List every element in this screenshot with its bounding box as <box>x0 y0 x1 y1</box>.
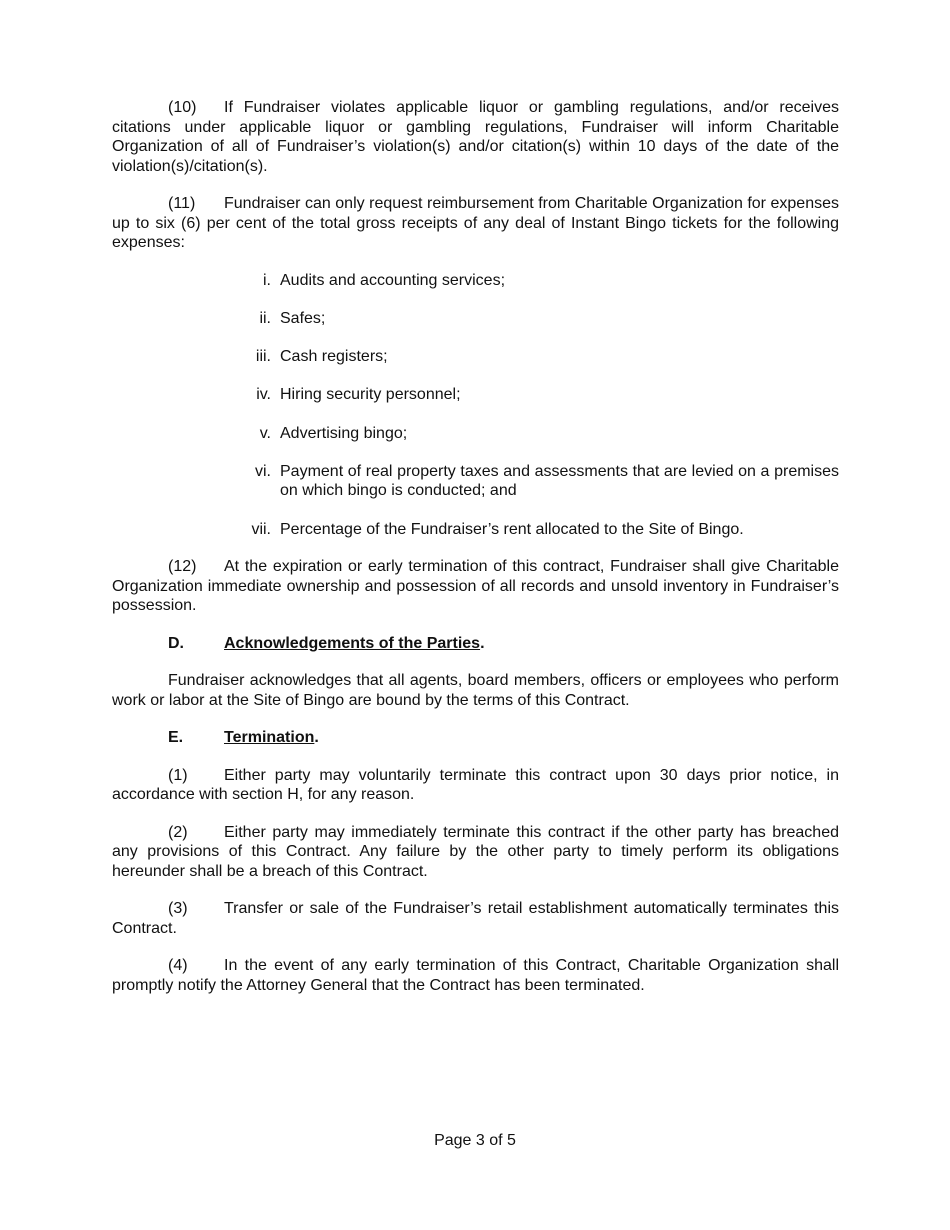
list-item-text: Percentage of the Fundraiser’s rent allocated to the Site of Bingo. <box>280 520 744 538</box>
section-e-heading <box>112 728 839 748</box>
list-marker: ii. <box>259 309 271 327</box>
section-title: Acknowledgements of the Parties <box>224 634 481 652</box>
list-marker: i. <box>263 271 271 289</box>
list-item-text: Advertising bingo; <box>280 424 408 442</box>
paragraph-text: Either party may voluntarily terminate this contract upon 30 days prior notice, in accordance with section H, for any reason. <box>112 766 839 804</box>
paragraph-text: Fundraiser can only request reimbursement from Charitable Organization for expenses up to six (6) per cent of the total gross receipts of any deal of Instant Bingo tickets for the following expenses: <box>112 195 839 251</box>
paragraph-10 <box>112 98 839 176</box>
paragraph-number: (3) <box>168 900 188 918</box>
paragraph-11 <box>112 194 839 253</box>
section-d-text: Fundraiser acknowledges that all agents, board members, officers or employees who perform work or labor at the Site of Bingo are bound by the terms of this Contract. <box>112 672 839 709</box>
paragraph-number: (12) <box>168 558 197 576</box>
list-item-text: Cash registers; <box>280 348 388 366</box>
paragraph-number: (2) <box>168 823 188 841</box>
section-title-period: . <box>314 729 319 747</box>
section-letter: E. <box>168 729 184 747</box>
paragraph-text: In the event of any early termination of this Contract, Charitable Organization shall promptly notify the Attorney General that the Contract has been terminated. <box>112 957 839 994</box>
page-number-footer: Page 3 of 5 <box>434 1132 516 1149</box>
section-title: Termination <box>224 729 315 747</box>
list-item <box>112 520 839 540</box>
paragraph-text: If Fundraiser violates applicable liquor or gambling regulations, and/or receives citations under applicable liquor or gambling regulations, Fundraiser will inform Charitable Organization of all of Fundraiser’s violation(s) and/or citation(s) within 10 days of the date of the violation(s)/citation(s). <box>112 99 839 175</box>
termination-item-2 <box>112 823 839 882</box>
list-item <box>112 424 839 444</box>
paragraph-number: (1) <box>168 766 188 784</box>
list-marker: vii. <box>251 520 271 538</box>
paragraph-number: (4) <box>168 957 188 975</box>
section-letter: D. <box>168 634 184 652</box>
paragraph-text: Either party may immediately terminate this contract if the other party has breached any provisions of this Contract. Any failure by the other party to timely perform its obligations hereunder shall be a breach of this Contract. <box>112 823 839 880</box>
list-item <box>112 385 839 405</box>
paragraph-text: Transfer or sale of the Fundraiser’s retail establishment automatically terminates this Contract. <box>112 900 839 937</box>
list-item-text: Hiring security personnel; <box>280 386 461 404</box>
list-item <box>112 462 839 501</box>
list-item <box>112 309 839 329</box>
document-page <box>112 98 839 1013</box>
list-marker: iii. <box>255 348 271 366</box>
termination-item-3 <box>112 899 839 938</box>
list-marker: iv. <box>256 386 271 404</box>
expense-list <box>112 271 839 540</box>
termination-item-4 <box>112 956 839 995</box>
section-title-period: . <box>480 634 485 652</box>
paragraph-text: At the expiration or early termination of this contract, Fundraiser shall give Charitable Organization immediate ownership and possession of all records and unsold inventory in Fundraiser’s possession. <box>112 558 839 615</box>
paragraph-number: (11) <box>168 195 196 212</box>
list-marker: vi. <box>255 462 271 480</box>
paragraph-12 <box>112 557 839 616</box>
list-item-text: Audits and accounting services; <box>280 271 506 289</box>
list-item-text: Payment of real property taxes and assessments that are levied on a premises on which bingo is conducted; and <box>280 462 839 500</box>
section-d-heading <box>112 634 839 654</box>
list-item-text: Safes; <box>280 309 326 327</box>
paragraph-number: (10) <box>168 99 197 116</box>
list-item <box>112 271 839 291</box>
list-item <box>112 347 839 367</box>
termination-item-1 <box>112 766 839 805</box>
list-marker: v. <box>259 424 271 442</box>
